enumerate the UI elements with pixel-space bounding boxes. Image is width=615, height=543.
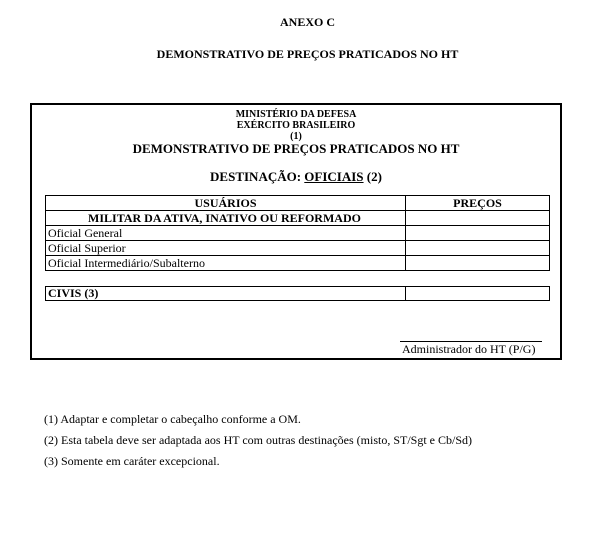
note-ref: (1) — [290, 131, 302, 142]
user-cell: Oficial Intermediário/Subalterno — [46, 256, 406, 271]
army-header: EXÉRCITO BRASILEIRO — [236, 120, 356, 131]
table-row — [46, 241, 550, 256]
destination-value: OFICIAIS — [304, 169, 364, 184]
user-cell: Oficial General — [46, 226, 406, 241]
document-title: DEMONSTRATIVO DE PREÇOS PRATICADOS NO HT — [156, 47, 459, 61]
price-cell — [406, 287, 550, 301]
destination-line — [32, 169, 560, 185]
civis-label: CIVIS (3) — [46, 287, 406, 301]
column-header-prices: PREÇOS — [406, 196, 550, 211]
footnote-1: (1) Adaptar e completar o cabeçalho conforme a OM. — [44, 412, 301, 426]
annex-title: ANEXO C — [279, 15, 335, 29]
destination-note: (2) — [366, 169, 382, 184]
form-title: DEMONSTRATIVO DE PREÇOS PRATICADOS NO HT — [132, 141, 460, 156]
price-cell — [406, 256, 550, 271]
table-row — [46, 256, 550, 271]
user-cell: Oficial Superior — [46, 241, 406, 256]
column-header-users: USUÁRIOS — [46, 196, 406, 211]
footnote-2: (2) Esta tabela deve ser adaptada aos HT com outras destinações (misto, ST/Sgt e Cb/Sd) — [44, 433, 473, 447]
civis-table — [45, 286, 550, 301]
price-table — [45, 195, 550, 271]
ministry-header: MINISTÉRIO DA DEFESA — [235, 109, 357, 120]
section-row — [46, 211, 550, 226]
footnote-3: (3) Somente em caráter excepcional. — [44, 454, 220, 468]
price-cell — [406, 211, 550, 226]
price-cell — [406, 241, 550, 256]
signature-label: Administrador do HT (P/G) — [402, 342, 536, 356]
form-frame — [30, 103, 562, 360]
table-row — [46, 287, 550, 301]
price-cell — [406, 226, 550, 241]
destination-label: DESTINAÇÃO: — [210, 169, 302, 184]
table-header-row — [46, 196, 550, 211]
table-row — [46, 226, 550, 241]
section-label: MILITAR DA ATIVA, INATIVO OU REFORMADO — [46, 211, 406, 226]
